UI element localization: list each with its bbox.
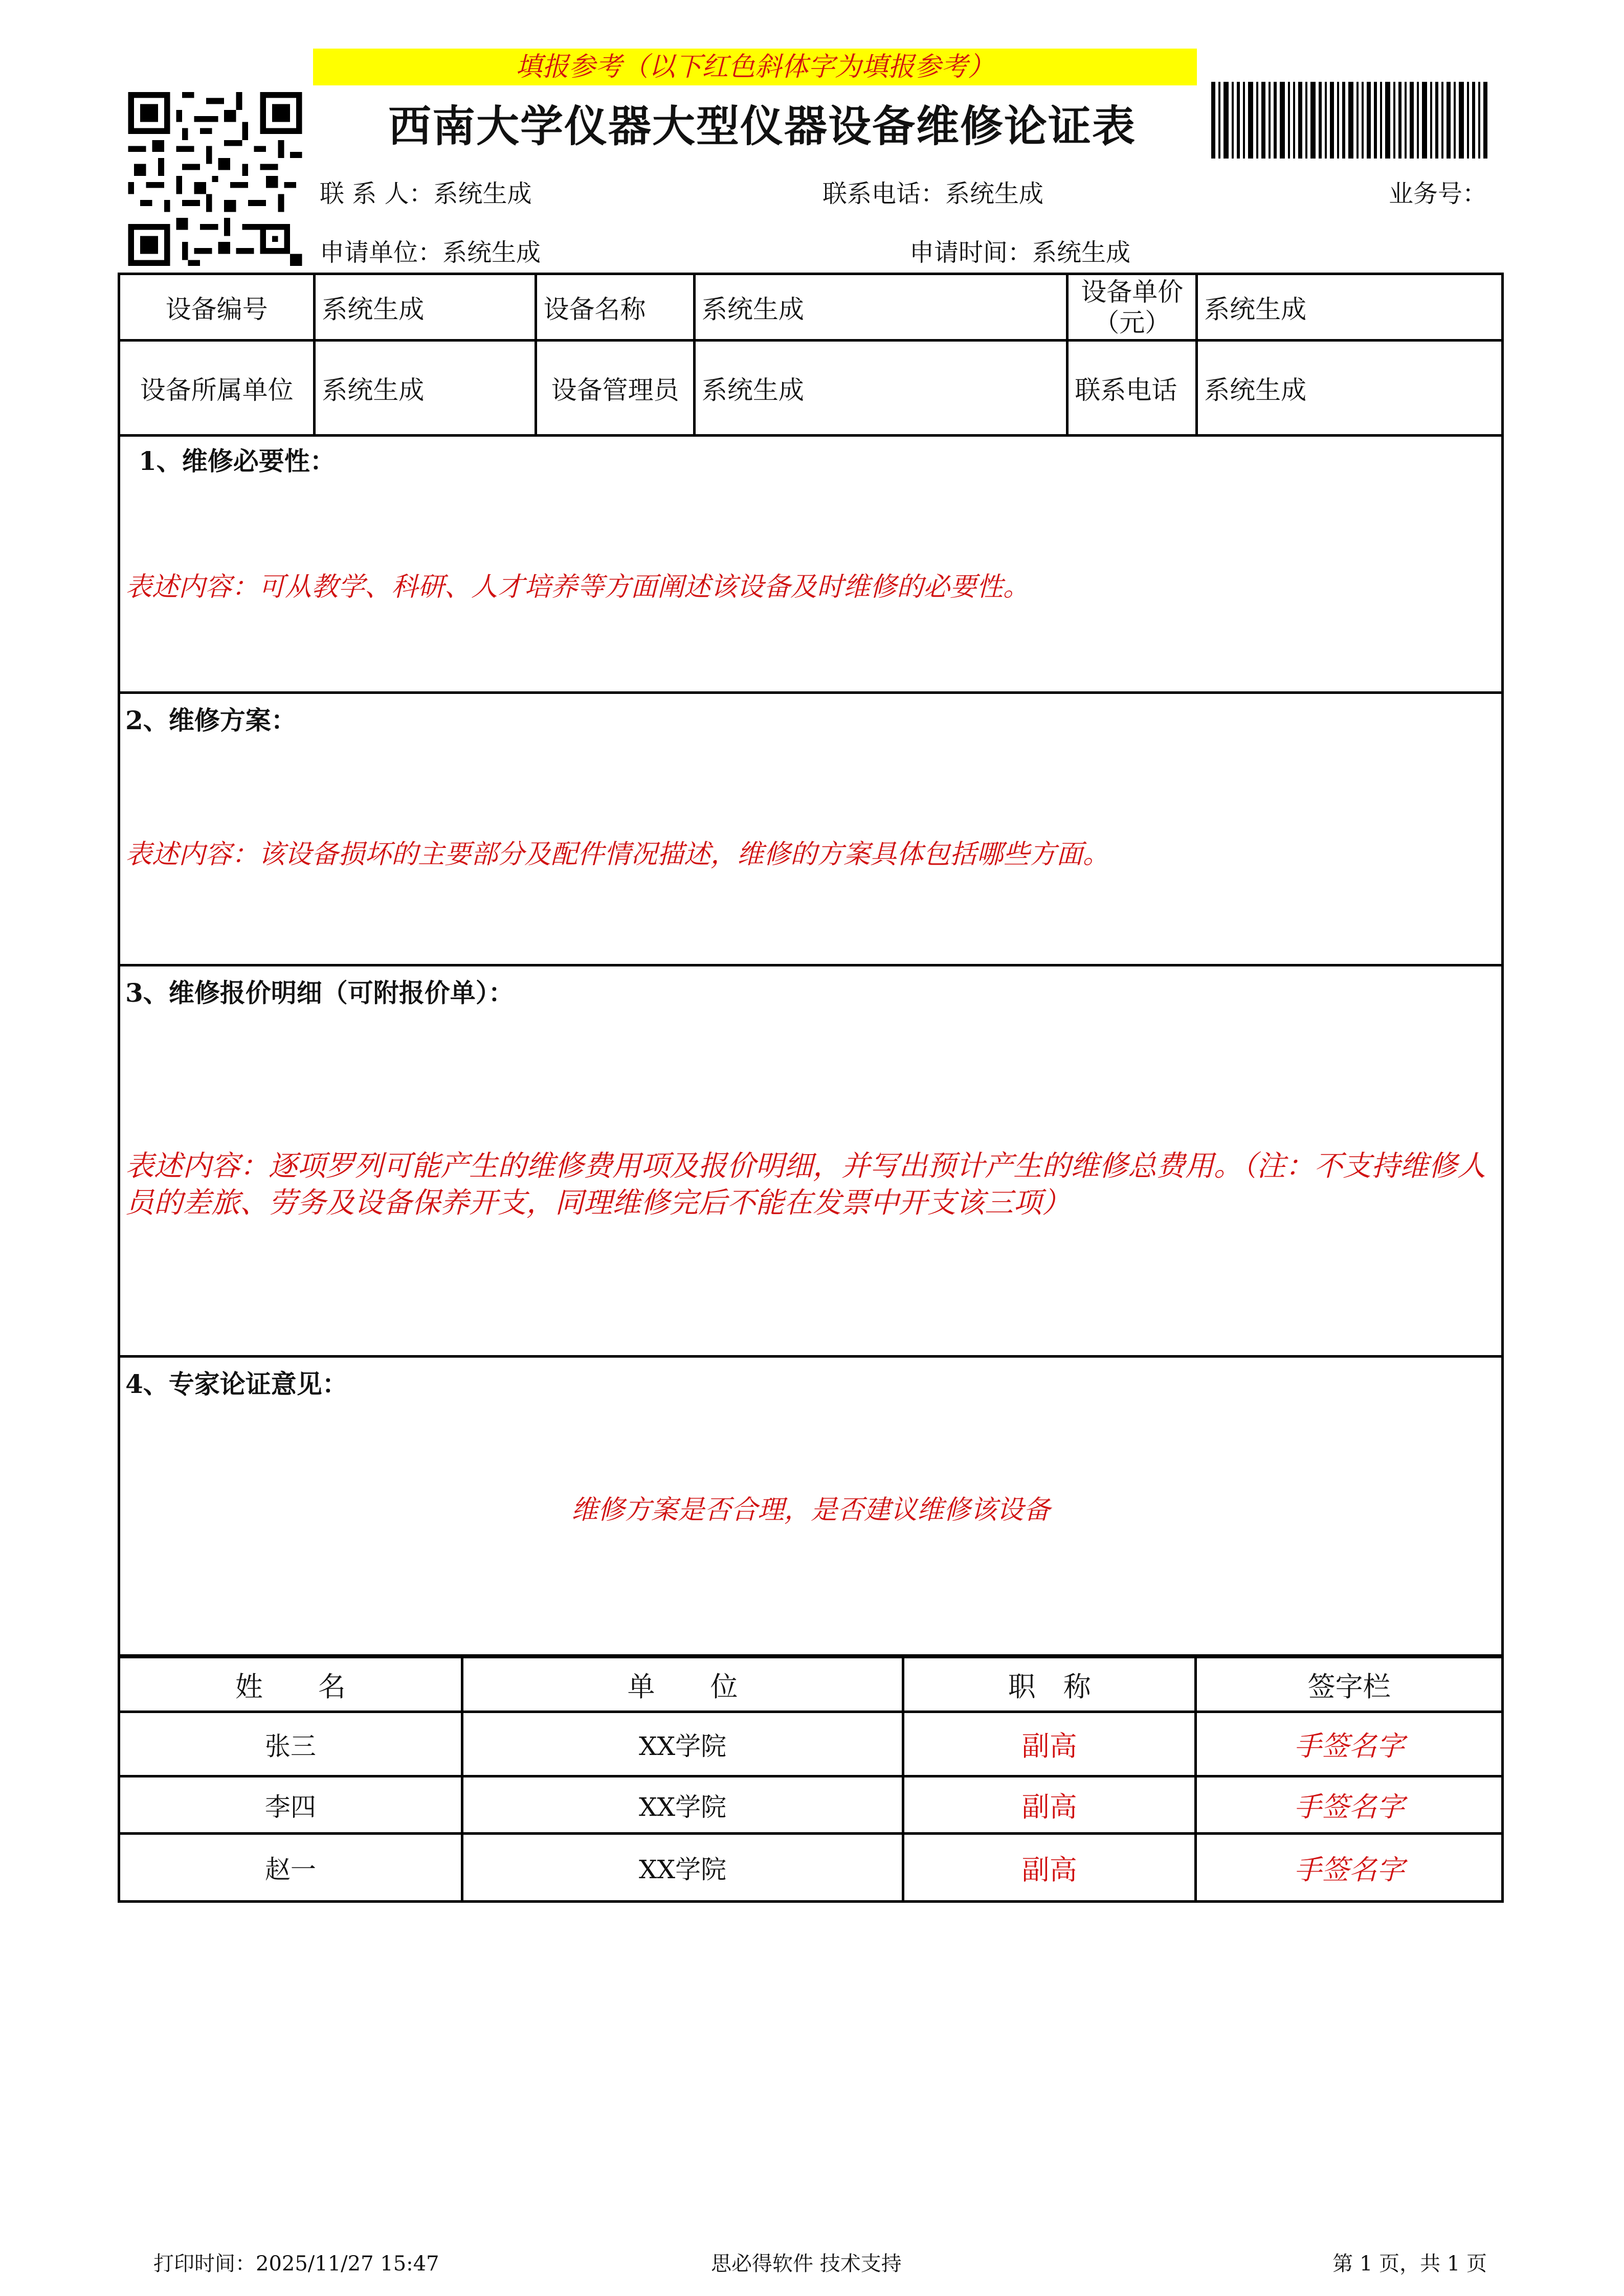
apply-time xyxy=(909,233,1130,268)
header-name: 姓 名 xyxy=(119,1657,462,1712)
expert-unit: XX学院 xyxy=(462,1776,903,1834)
expert-signature: 手签名字 xyxy=(1196,1834,1503,1902)
equipment-price-value: 系统生成 xyxy=(1197,274,1503,341)
expert-name: 张三 xyxy=(119,1712,462,1776)
header-signature: 签字栏 xyxy=(1196,1657,1503,1712)
header-title: 职 称 xyxy=(903,1657,1196,1712)
header-unit: 单 位 xyxy=(462,1657,903,1712)
section-expert-label: 4、专家论证意见： xyxy=(125,1369,348,1399)
owner-unit-label: 设备所属单位 xyxy=(119,341,315,436)
section-plan-hint: 表述内容：该设备损坏的主要部分及配件情况描述，维修的方案具体包括哪些方面。 xyxy=(125,839,1110,870)
expert-title: 副高 xyxy=(903,1834,1196,1902)
equipment-info-table xyxy=(118,273,1504,437)
expert-title: 副高 xyxy=(903,1776,1196,1834)
expert-table-header xyxy=(119,1657,1503,1712)
section-necessity-label: 1、维修必要性： xyxy=(139,446,336,476)
equipment-name-label: 设备名称 xyxy=(536,274,694,341)
equipment-name-value: 系统生成 xyxy=(694,274,1067,341)
section-necessity xyxy=(118,436,1504,694)
expert-name: 李四 xyxy=(119,1776,462,1834)
phone-value: 系统生成 xyxy=(945,179,1044,208)
phone-label: 联系电话： xyxy=(822,179,946,208)
manager-value: 系统生成 xyxy=(694,341,1067,436)
expert-unit: XX学院 xyxy=(462,1712,903,1776)
expert-signature: 手签名字 xyxy=(1196,1776,1503,1834)
section-plan xyxy=(118,694,1504,966)
equipment-price-label: 设备单价（元） xyxy=(1067,274,1197,341)
expert-table xyxy=(118,1656,1504,1903)
contact-phone xyxy=(822,174,1043,209)
apply-unit xyxy=(320,233,541,268)
qr-code-icon xyxy=(127,92,303,266)
support-text: 思必得软件 技术支持 xyxy=(711,2252,902,2276)
contact-label: 联 系 人： xyxy=(320,179,434,208)
section-expert-opinion xyxy=(118,1358,1504,1657)
section-expert-hint: 维修方案是否合理，是否建议维修该设备 xyxy=(571,1495,1050,1525)
table-row xyxy=(119,1776,1503,1834)
unit-value: 系统生成 xyxy=(442,238,541,267)
barcode-icon xyxy=(1211,82,1490,159)
reference-banner: 填报参考（以下红色斜体字为填报参考） xyxy=(313,49,1197,85)
manager-label: 设备管理员 xyxy=(536,341,694,436)
contact-person xyxy=(320,174,532,209)
print-time: 打印时间：2025/11/27 15:47 xyxy=(153,2252,439,2276)
contact-value: 系统生成 xyxy=(433,179,532,208)
equipment-code-value: 系统生成 xyxy=(315,274,536,341)
table-row xyxy=(119,1834,1503,1902)
manager-tel-value: 系统生成 xyxy=(1197,341,1503,436)
table-row xyxy=(119,1712,1503,1776)
time-label: 申请时间： xyxy=(909,238,1033,267)
expert-name: 赵一 xyxy=(119,1834,462,1902)
unit-label: 申请单位： xyxy=(320,238,443,267)
business-label: 业务号： xyxy=(1388,179,1487,208)
section-quote-label: 3、维修报价明细（可附报价单）： xyxy=(125,978,514,1008)
business-number xyxy=(1389,174,1487,209)
section-quote-hint: 表述内容：逐项罗列可能产生的维修费用项及报价明细，并写出预计产生的维修总费用。（注：不支持维修人员的差旅、劳务及设备保养开支，同理维修完后不能在发票中开支该三项） xyxy=(125,1150,1486,1220)
expert-signature: 手签名字 xyxy=(1196,1712,1503,1776)
equipment-code-label: 设备编号 xyxy=(119,274,315,341)
expert-title: 副高 xyxy=(903,1712,1196,1776)
section-necessity-hint: 表述内容：可从教学、科研、人才培养等方面阐述该设备及时维修的必要性。 xyxy=(125,572,1030,602)
section-quote xyxy=(118,966,1504,1358)
manager-tel-label: 联系电话 xyxy=(1067,341,1197,436)
section-plan-label: 2、维修方案： xyxy=(125,705,297,735)
time-value: 系统生成 xyxy=(1032,238,1131,267)
page-title: 西南大学仪器大型仪器设备维修论证表 xyxy=(388,101,1136,151)
owner-unit-value: 系统生成 xyxy=(315,341,536,436)
page-number: 第 1 页，共 1 页 xyxy=(1332,2252,1487,2276)
expert-unit: XX学院 xyxy=(462,1834,903,1902)
